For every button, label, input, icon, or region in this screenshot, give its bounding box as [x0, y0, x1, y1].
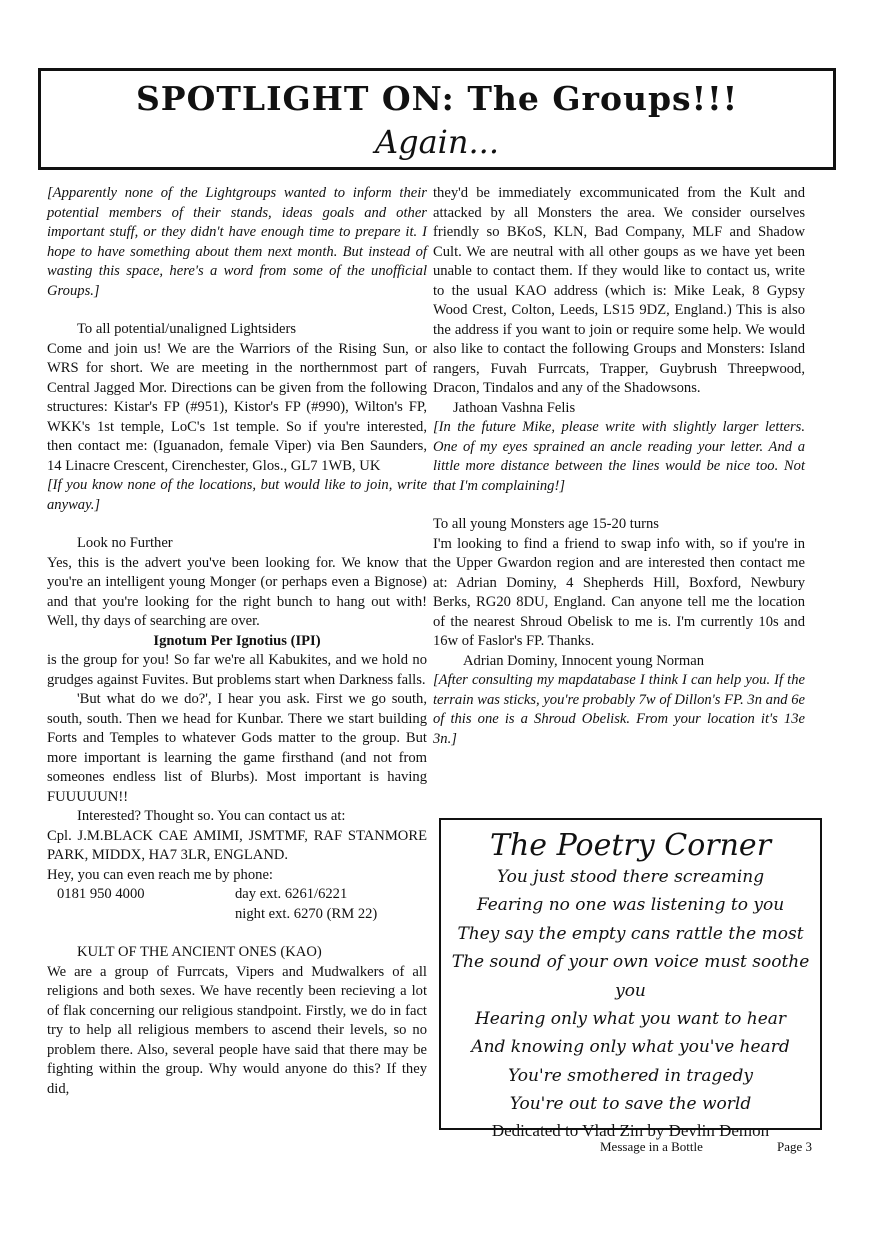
poem-line: You just stood there screaming [496, 867, 765, 887]
kao-signature: Jathoan Vashna Felis [453, 399, 576, 416]
poem-line: And knowing only what you've heard [471, 1037, 790, 1058]
right-column [433, 184, 805, 749]
poem-line: The sound of your own voice must soothe you [451, 952, 810, 1001]
young-editor-note: [After consulting my mapdatabase I think I can help you. If the terrain was sticks, you're probably 7w of Dillon's FP. 3n and 6e of this one is a Shroud Obelisk. From your location it's 13e 3n.] [433, 672, 805, 747]
ipi-body-2: is the group for you! So far we're all Kabukites, and we hold no grudges against Fuvites. But problems start when Darkness falls. [47, 652, 427, 688]
page-title: SPOTLIGHT ON: The Groups!!! [135, 79, 739, 118]
page-subtitle: Again... [374, 123, 500, 161]
ipi-group-name: Ignotum Per Ignotius (IPI) [153, 632, 321, 649]
ipi-heading: Look no Further [77, 535, 173, 551]
poem-line: Hearing only what you want to hear [474, 1009, 787, 1030]
wrs-body: Come and join us! We are the Warriors of the Rising Sun, or WRS for short. We are meeting in the northernmost part of Central Jagged Mor. Directions can be given from the following structures: Kistar's FP (#951), Kistor's FP (#990), Wilton's FP, WKK's 1st temple, LoC's 1st temple. So if you're interested, then contact me: (Iguanadon, female Viper) via Ben Saunders, 14 Linacre Crescent, Cirenchester, Glos., GL7 1WB, UK [47, 340, 427, 474]
young-heading: To all young Monsters age 15-20 turns [433, 516, 659, 532]
kao-continued: they'd be immediately excommunicated from the Kult and attacked by all Monsters the area. We consider ourselves friendly so BKoS, KLN, Bad Company, MLF and Shadow Cult. We are neutral with all other goups as we have yet been unable to contact them. If they would like to contact us, write to the usual KAO address (which is: Mike Leak, 8 Gypsy Wood Crest, Colton, Leeds, LS15 9DZ, England.) This is also the address if you want to join or require some help. We would also like to contact the following Groups and Monsters: Island rangers, Fuvah Furrcats, Trapper, Guybrush Threepwood, Dracon, Tindalos and any of the Shadowsons. [433, 185, 805, 396]
poetry-corner [439, 818, 822, 1140]
ipi-address: Cpl. J.M.BLACK CAE AMIMI, JSMTMF, RAF STANMORE PARK, MIDDX, HA7 3LR, ENGLAND. [47, 827, 427, 863]
footer-page-number: Page 3 [777, 1139, 813, 1154]
poem-line: Fearing no one was listening to you [476, 895, 785, 916]
poem-line: You're smothered in tragedy [508, 1065, 753, 1086]
ipi-phone-night: night ext. 6270 (RM 22) [235, 905, 378, 922]
poetry-title: The Poetry Corner [489, 828, 772, 863]
kao-heading: KULT OF THE ANCIENT ONES (KAO) [77, 944, 322, 960]
poem-dedication: Dedicated to Vlad Zin by Devlin Demon [491, 1120, 770, 1140]
left-column [47, 184, 427, 1099]
poem-line: You're out to save the world [509, 1094, 752, 1115]
ipi-phone-day: day ext. 6261/6221 [235, 886, 348, 902]
ipi-body-3: 'But what do we do?', I hear you ask. First we go south, south, south. Then we head for Kunbar. There we start building Forts and Temples to whatever Gods matter to the group. But more important is learning the game firsthand (and not from someones endless list of Blurbs). Most important is having FUUUUUN!! [47, 691, 427, 805]
wrs-heading: To all potential/unaligned Lightsiders [77, 321, 297, 337]
kao-editor-note: [In the future Mike, please write with slightly larger letters. One of my eyes sprained an ancle reading your letter. And a little more distance between the lines would be nice too. Not that I'm complaining!] [433, 419, 805, 494]
ipi-body-1: Yes, this is the advert you've been looking for. We know that you're an intelligent young Monger (or perhaps even a Bignose) and that you're looking for the right bunch to hang out with! Well, thy days of searching are over. [47, 554, 427, 629]
young-signature: Adrian Dominy, Innocent young Norman [463, 652, 705, 669]
ipi-phone-intro: Hey, you can even reach me by phone: [47, 866, 273, 883]
ipi-body-4: Interested? Thought so. You can contact us at: [77, 808, 346, 824]
kao-body: We are a group of Furrcats, Vipers and Mudwalkers of all religions and both sexes. We have recently been recieving a lot of flak concerning our religious standpoint. Firstly, we do in fact try to help all religious members to ascend their levels, so no problem there. Also, several people have said that there may be fighting within the group. Why would anyone do this? If they did, [47, 963, 427, 1097]
ipi-phone-row [47, 885, 427, 905]
intro-note: [Apparently none of the Lightgroups wanted to inform their potential members of their stands, ideas goals and other important stuff, or they didn't have enough time to prepare it. I hope to have something about them next month. But instead of wasting this space, here's a word from some of the unofficial Groups.] [47, 185, 427, 299]
wrs-note: [If you know none of the locations, but would like to join, write anyway.] [47, 477, 427, 513]
footer-publication: Message in a Bottle [600, 1139, 703, 1154]
header-box [38, 68, 836, 170]
young-body: I'm looking to find a friend to swap info with, so if you're in the Upper Gwardon region and are interested then contact me at: Adrian Dominy, 4 Shepherds Hill, Boxford, Newbury Berks, RG20 8DU, England. Can anyone tell me the location of the nearest Shroud Obelisk to me is. I'm currently 10s and 16w of Faslor's FP. Thanks. [433, 535, 805, 649]
poem-line: They say the empty cans rattle the most [457, 923, 804, 944]
ipi-phone-number: 0181 950 4000 [57, 886, 145, 902]
